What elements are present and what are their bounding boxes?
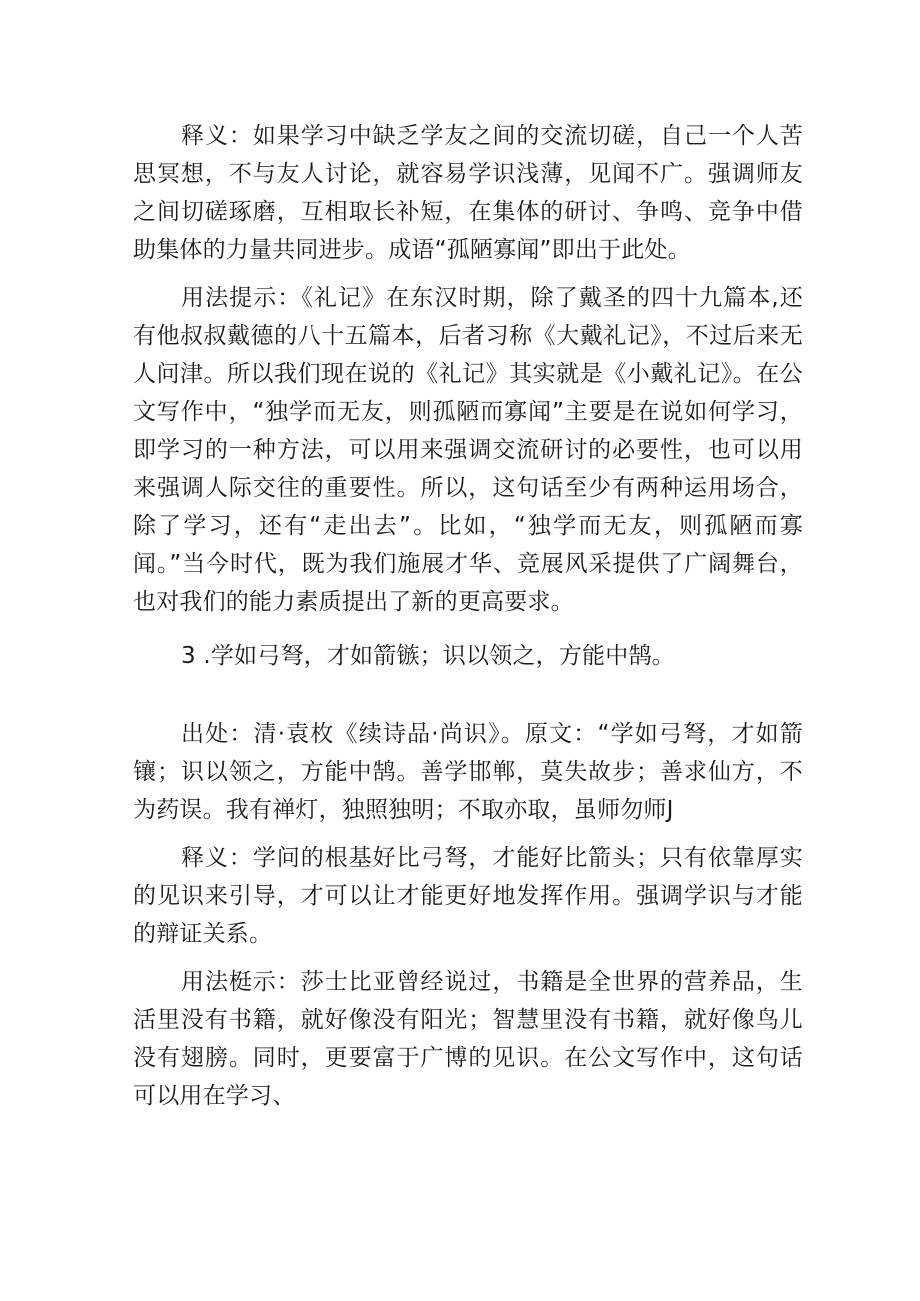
paragraph-usage-tip: 用法提示：《礼记》在东汉时期，除了戴圣的四十九篇本,还有他叔叔戴德的八十五篇本，后者习称《大戴礼记》，不过后来无人问津。所以我们现在说的《礼记》其实就是《小戴礼记》。在公文写作中，“独学而无友，则孤陋而寡闻”主要是在说如何学习，即学习的一种方法，可以用来强调交流研讨的必要性，也可以用来强调人际交往的重要性。所以，这句话至少有两种运用场合，除了学习，还有“走出去”。比如，“独学而无友，则孤陋而寡闻。”当今时代，既为我们施展才华、竞展风采提供了广阔舞台，也对我们的能力素质提出了新的更高要求。 — [133, 285, 803, 615]
paragraph-source: 出处：清·袁枚《续诗品·尚识》。原文：“学如弓弩，才如箭镶；识以领之，方能中鹄。善学邯郸，莫失故步；善求仙方，不为药误。我有禅灯，独照独明；不取亦取，虽师勿师J — [133, 721, 803, 823]
paragraph-definition-2: 释义：学问的根基好比弓弩，才能好比箭头；只有依靠厚实的见识来引导，才可以让才能更好地发挥作用。强调学识与才能的辩证关系。 — [133, 845, 803, 947]
document-body — [133, 117, 803, 1125]
paragraph-definition: 释义：如果学习中缺乏学友之间的交流切磋，自己一个人苦思冥想，不与友人讨论，就容易学识浅薄，见闻不广。强调师友之间切磋琢磨，互相取长补短，在集体的研讨、争鸣、竞争中借助集体的力量共同进步。成语“孤陋寡闻”即出于此处。 — [133, 123, 803, 263]
section-heading-3: 3 .学如弓弩，才如箭镞；识以领之，方能中鹄。 — [181, 643, 675, 669]
paragraph-usage-tip-2: 用法梃示：莎士比亚曾经说过，书籍是全世界的营养品，生活里没有书籍，就好像没有阳光；智慧里没有书籍，就好像鸟儿没有翅膀。同时，更要富于广博的见识。在公文写作中，这句话可以用在学习、 — [133, 969, 803, 1109]
